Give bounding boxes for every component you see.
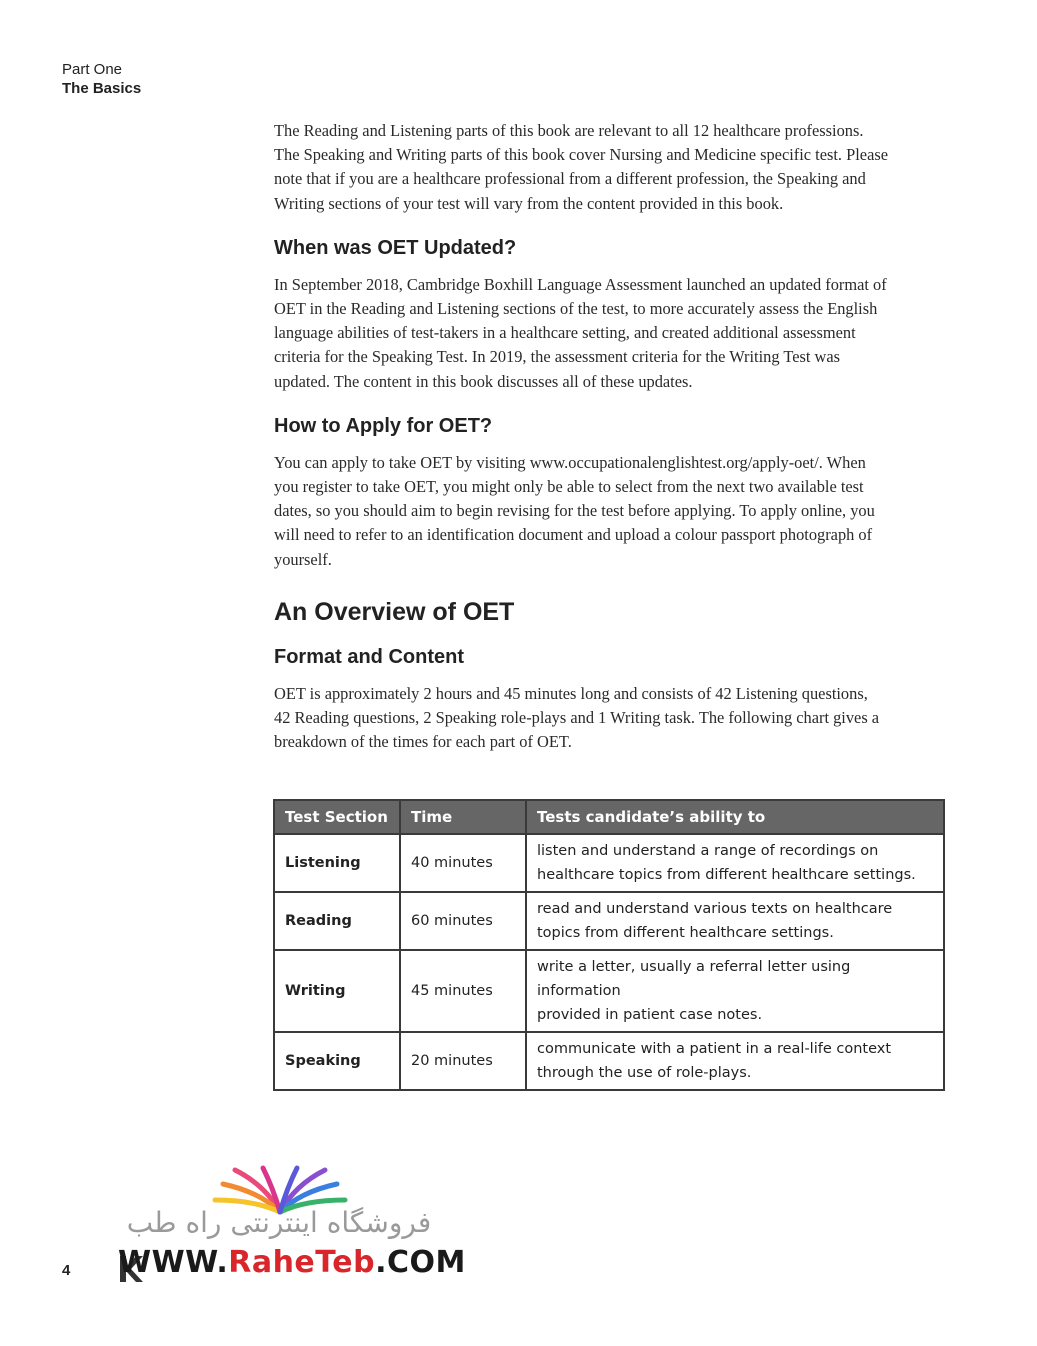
text-line: will need to refer to an identification document and upload a colour passport photograph of	[274, 525, 873, 545]
text-line: language abilities of test-takers in a healthcare setting, and created additional assessment	[274, 323, 856, 343]
ability-line: communicate with a patient in a real-life context	[537, 1041, 892, 1057]
watermark-persian-text: فروشگاه اینترنتی راه طب	[126, 1206, 432, 1239]
time-cell: 60 minutes	[400, 892, 526, 950]
heading-apply: How to Apply for OET?	[274, 414, 493, 437]
table-row	[274, 1032, 944, 1090]
table-header-row	[274, 800, 944, 834]
watermark-url-brand: RaheTeb	[228, 1245, 376, 1280]
heading-oet-updated: When was OET Updated?	[274, 236, 517, 259]
time-cell: 45 minutes	[400, 950, 526, 1032]
ability-cell	[526, 1032, 944, 1090]
part-label: Part One	[62, 61, 123, 78]
heading-overview: An Overview of OET	[274, 597, 515, 626]
ability-cell	[526, 834, 944, 892]
page-number: 4	[62, 1262, 71, 1279]
main-content	[274, 119, 954, 754]
ability-line: provided in patient case notes.	[537, 1007, 763, 1023]
text-line: criteria for the Speaking Test. In 2019, the assessment criteria for the Writing Test was	[274, 347, 841, 367]
text-line: The Speaking and Writing parts of this book cover Nursing and Medicine specific test. Please	[274, 145, 888, 165]
apply-paragraph	[274, 451, 954, 572]
intro-paragraph	[274, 119, 954, 216]
section-cell: Writing	[274, 950, 400, 1032]
ability-cell	[526, 892, 944, 950]
ability-line: write a letter, usually a referral letter using information	[537, 959, 851, 999]
section-cell: Speaking	[274, 1032, 400, 1090]
ability-line: healthcare topics from different healthcare settings.	[537, 867, 916, 883]
text-line: dates, so you should aim to begin revising for the test before applying. To apply online, you	[274, 501, 875, 521]
time-cell: 40 minutes	[400, 834, 526, 892]
ability-line: listen and understand a range of recordings on	[537, 843, 879, 859]
updated-paragraph	[274, 273, 954, 394]
table-row	[274, 834, 944, 892]
text-line: The Reading and Listening parts of this book are relevant to all 12 healthcare professions.	[274, 121, 864, 140]
ability-cell	[526, 950, 944, 1032]
table-row	[274, 950, 944, 1032]
column-header-time: Time	[400, 800, 526, 834]
text-line: yourself.	[274, 549, 332, 569]
running-header	[62, 60, 141, 98]
text-line: note that if you are a healthcare professional from a different profession, the Speaking and	[274, 169, 866, 189]
ability-line: through the use of role-plays.	[537, 1065, 752, 1081]
text-line: OET in the Reading and Listening sections of the test, to more accurately assess the English	[274, 299, 878, 319]
time-cell: 20 minutes	[400, 1032, 526, 1090]
heading-format-content: Format and Content	[274, 645, 464, 668]
ability-line: read and understand various texts on healthcare	[537, 901, 893, 917]
text-line: Writing sections of your test will vary from the content provided in this book.	[274, 193, 784, 213]
column-header-ability: Tests candidate’s ability to	[526, 800, 944, 834]
section-cell: Listening	[274, 834, 400, 892]
text-line: 42 Reading questions, 2 Speaking role-plays and 1 Writing task. The following chart gives a	[274, 708, 880, 728]
section-label: The Basics	[62, 80, 142, 97]
text-line: you register to take OET, you might only be able to select from the next two available test	[274, 477, 864, 497]
watermark-url-prefix: WWW.	[118, 1245, 229, 1280]
text-line: updated. The content in this book discusses all of these updates.	[274, 371, 693, 391]
watermark-url-suffix: .COM	[375, 1245, 466, 1280]
section-cell: Reading	[274, 892, 400, 950]
oet-format-table	[273, 799, 945, 1091]
oet-format-table-wrapper	[273, 799, 945, 1091]
text-line: breakdown of the times for each part of OET.	[274, 732, 572, 752]
table-row	[274, 892, 944, 950]
text-line: In September 2018, Cambridge Boxhill Language Assessment launched an updated format of	[274, 274, 887, 294]
ability-line: topics from different healthcare settings.	[537, 925, 834, 941]
overview-paragraph	[274, 682, 954, 755]
column-header-section: Test Section	[274, 800, 400, 834]
text-line: OET is approximately 2 hours and 45 minutes long and consists of 42 Listening questions,	[274, 683, 868, 703]
watermark-url	[118, 1245, 466, 1280]
text-line: You can apply to take OET by visiting www.occupationalenglishtest.org/apply-oet/. When	[274, 452, 866, 472]
